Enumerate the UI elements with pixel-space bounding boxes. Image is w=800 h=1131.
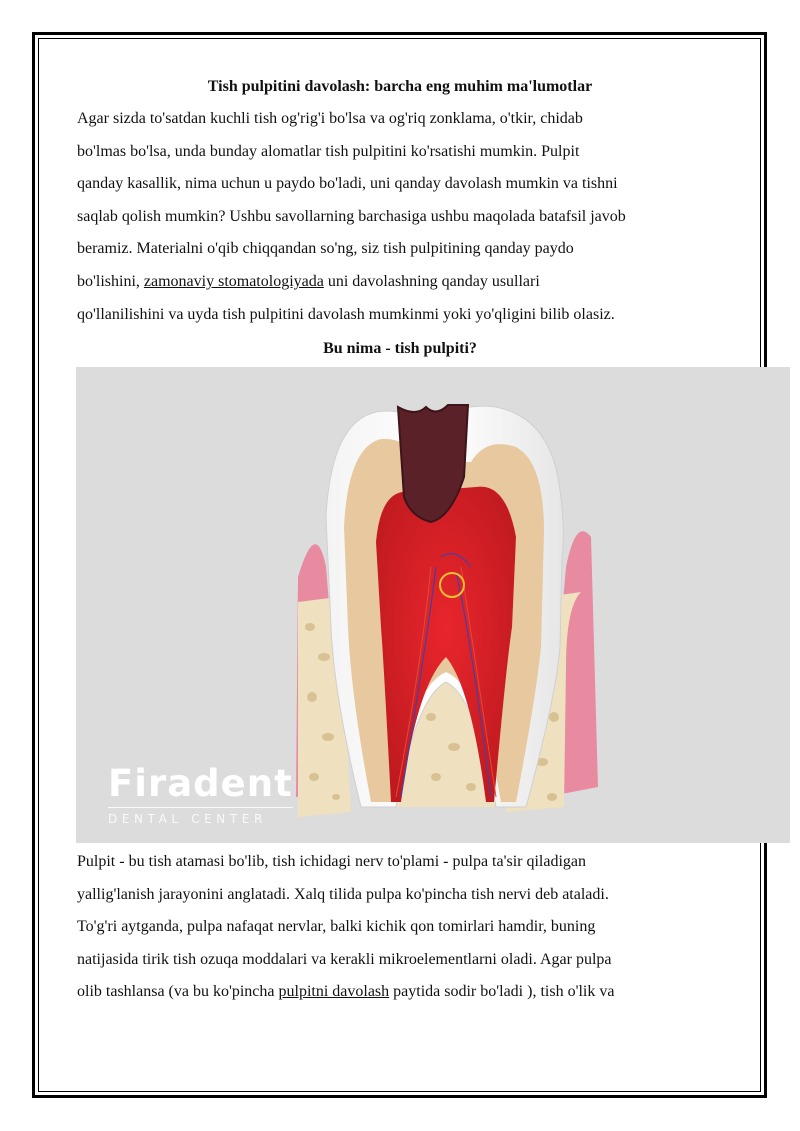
firadent-logo <box>108 762 293 826</box>
intro-line: qo'llanilishini va uyda tish pulpitini davolash mumkinmi yoki yo'qligini bilib olasiz. <box>77 305 615 323</box>
document-title: Tish pulpitini davolash: barcha eng muhim ma'lumotlar <box>207 78 593 95</box>
intro-text: bo'lishini, <box>77 272 144 290</box>
body-paragraph <box>77 846 614 1009</box>
intro-line: beramiz. Materialni o'qib chiqqandan so'ng, siz tish pulpitining qanday paydo <box>77 240 574 258</box>
body-line <box>77 976 614 1009</box>
body-line: natijasida tirik tish ozuqa moddalari va kerakli mikroelementlarni oladi. Agar pulpa <box>77 950 612 968</box>
intro-line: saqlab qolish mumkin? Ushbu savollarning barchasiga ushbu maqolada batafsil javob <box>77 207 626 225</box>
logo-brand: Firadent <box>108 762 293 805</box>
intro-paragraph <box>77 103 626 331</box>
intro-line <box>77 266 626 299</box>
logo-subtitle: DENTAL CENTER <box>108 807 293 826</box>
intro-line: bo'lmas bo'lsa, unda bunday alomatlar tish pulpitini ko'rsatishi mumkin. Pulpit <box>77 142 580 160</box>
body-text: paytida sodir bo'ladi ), tish o'lik va <box>389 983 615 1001</box>
tooth-pulpitis-illustration <box>76 367 790 843</box>
stomatology-link[interactable]: zamonaviy stomatologiyada <box>143 272 324 290</box>
intro-line: Agar sizda to'satdan kuchli tish og'rig'i bo'lsa va og'riq zonklama, o'tkir, chidab <box>77 110 583 127</box>
body-line: To'g'ri aytganda, pulpa nafaqat nervlar, balki kichik qon tomirlari hamdir, buning <box>77 918 596 936</box>
intro-line: qanday kasallik, nima uchun u paydo bo'ladi, uni qanday davolash mumkin va tishni <box>77 175 618 193</box>
pulpitis-treatment-link[interactable]: pulpitni davolash <box>278 983 390 1001</box>
body-text: olib tashlansa (va bu ko'pincha <box>77 983 279 1001</box>
intro-text: uni davolashning qanday usullari <box>323 272 540 290</box>
section-title: Bu nima - tish pulpiti? <box>323 340 477 357</box>
body-line: Pulpit - bu tish atamasi bo'lib, tish ichidagi nerv to'plami - pulpa ta'sir qiladigan <box>77 853 587 870</box>
body-line: yallig'lanish jarayonini anglatadi. Xalq tilida pulpa ko'pincha tish nervi deb ataladi. <box>77 885 609 903</box>
